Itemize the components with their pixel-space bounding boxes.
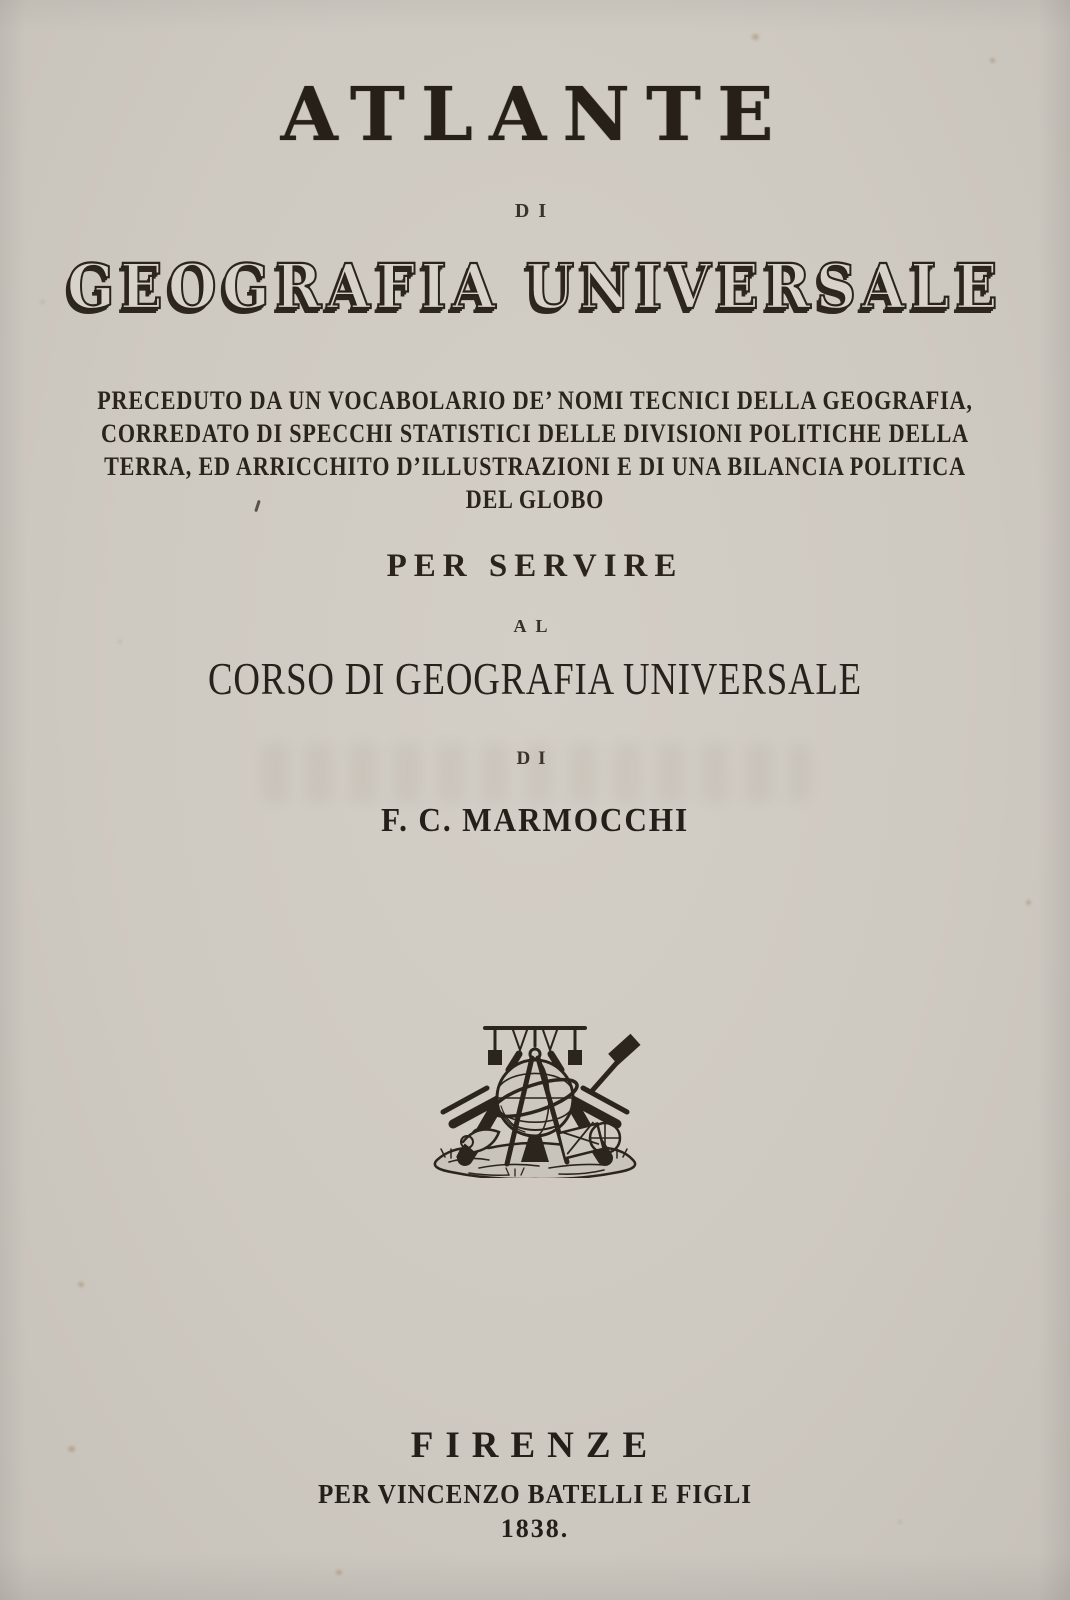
foxing-spot <box>1026 900 1031 905</box>
di-lower-label: DI <box>516 748 554 769</box>
di-upper-label: DI <box>514 200 556 222</box>
book-icon <box>558 1123 620 1159</box>
subtitle-line-2: CORREDATO DI SPECCHI STATISTICI DELLE DIVISIONI POLITICHE DELLA <box>101 419 969 448</box>
half-title: ATLANTE <box>280 72 790 158</box>
foxing-spot <box>898 1520 902 1524</box>
imprint-city: FIRENZE <box>410 1425 660 1466</box>
subtitle-line-1: PRECEDUTO DA UN VOCABOLARIO DE’ NOMI TECNICI DELLA GEOGRAFIA, <box>97 386 973 415</box>
imprint-year: 1838. <box>500 1514 570 1543</box>
printer-emblem <box>409 992 661 1178</box>
foxing-spot <box>118 640 122 644</box>
course-title: CORSO DI GEOGRAFIA UNIVERSALE <box>208 653 862 704</box>
foxing-spot <box>990 58 995 63</box>
al-label: AL <box>513 616 557 636</box>
foxing-spot <box>752 34 759 40</box>
main-title: GEOGRAFIA UNIVERSALE <box>67 250 1003 323</box>
author-name: F. C. MARMOCCHI <box>381 802 689 839</box>
foxing-spot <box>336 1570 342 1575</box>
mallet-icon <box>591 1034 641 1092</box>
subtitle-line-4: DEL GLOBO <box>465 485 605 514</box>
foxing-spot <box>68 1446 75 1452</box>
per-servire-label: PER SERVIRE <box>386 548 684 584</box>
foxing-spot <box>78 1282 84 1287</box>
foxing-spot <box>40 300 45 304</box>
globe-instruments-emblem <box>409 992 661 1178</box>
imprint-publisher: PER VINCENZO BATELLI E FIGLI <box>318 1479 752 1509</box>
subtitle-block <box>0 384 1070 516</box>
subtitle-line-3: TERRA, ED ARRICCHITO D’ILLUSTRAZIONI E DI UNA BILANCIA POLITICA <box>104 452 966 481</box>
